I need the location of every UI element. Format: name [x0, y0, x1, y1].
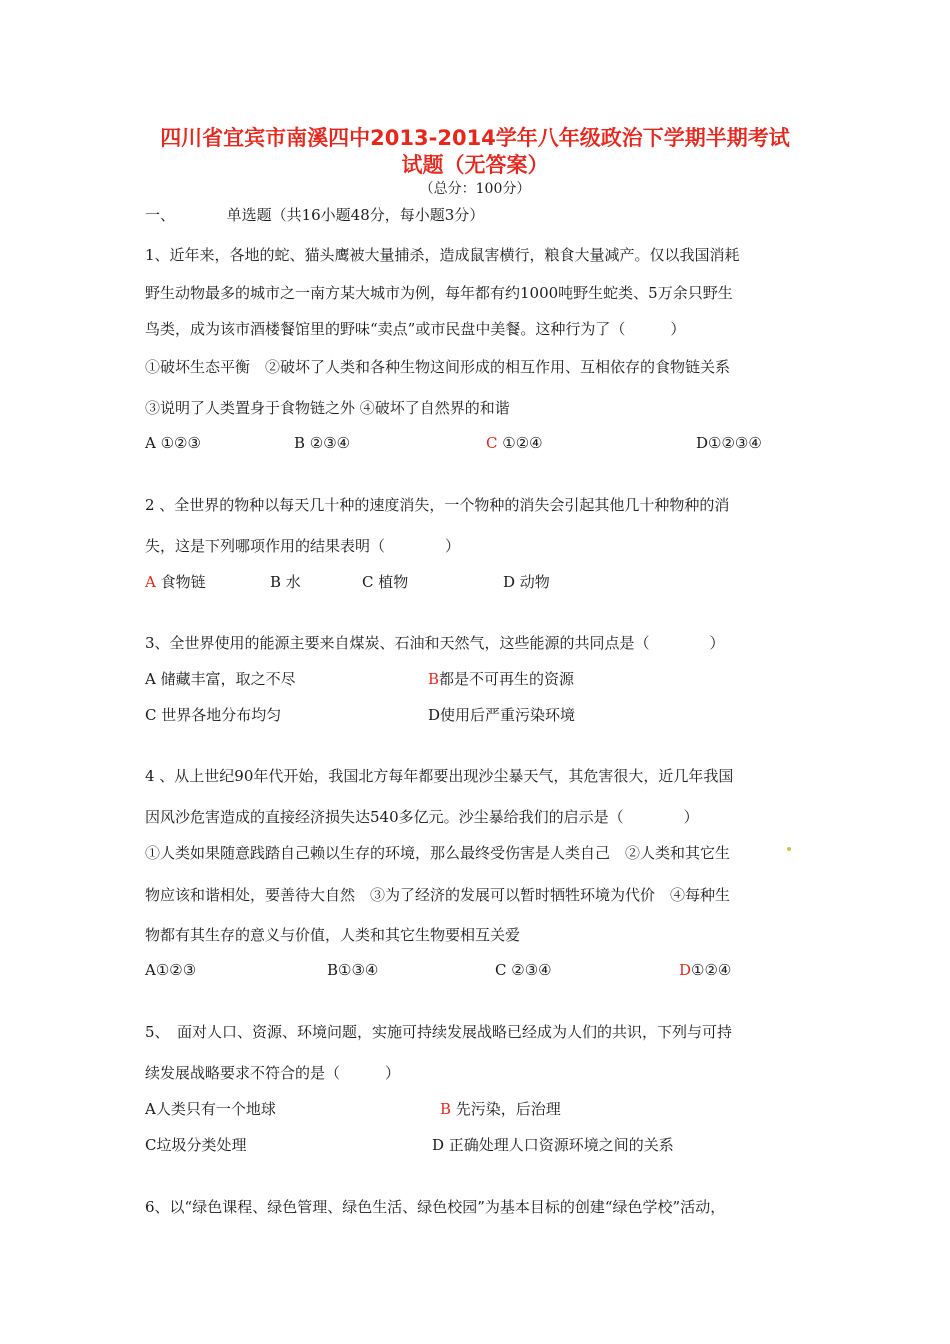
q3-option-b-letter: B — [428, 670, 440, 688]
q2-option-d: D 动物 — [503, 573, 550, 591]
section-label: 单选题（共16小题48分，每小题3分） — [226, 206, 485, 224]
q4-line: 物都有其生存的意义与价值，人类和其它生物要相互关爱 — [145, 926, 521, 944]
q5-line: 续发展战略要求不符合的是（ ） — [145, 1064, 401, 1082]
q2-option-a-letter: A — [145, 573, 156, 591]
ink-speck — [787, 847, 791, 851]
q2-option-b: B 水 — [270, 573, 301, 591]
q6-line: 6、以“绿色课程、绿色管理、绿色生活、绿色校园”为基本目标的创建“绿色学校”活动， — [145, 1198, 726, 1216]
q5-option-a: A人类只有一个地球 — [145, 1100, 276, 1118]
section-heading — [145, 204, 484, 225]
q1-option-d: D①②③④ — [696, 434, 762, 452]
q3-option-c: C 世界各地分布均匀 — [145, 706, 282, 724]
q5-option-b-letter: B — [440, 1100, 452, 1118]
q3-line: 3、全世界使用的能源主要来自煤炭、石油和天然气，这些能源的共同点是（ ） — [145, 634, 725, 652]
q1-line: 鸟类，成为该市酒楼餐馆里的野味“卖点”或市民盘中美餐。这种行为了（ ） — [145, 320, 686, 338]
q2-line: 2 、全世界的物种以每天几十种的速度消失，一个物种的消失会引起其他几十种物种的消 — [145, 496, 730, 514]
q1-line: 1、近年来，各地的蛇、猫头鹰被大量捕杀，造成鼠害横行，粮食大量减产。仅以我国消耗 — [145, 246, 740, 264]
q1-option-c-letter: C — [486, 434, 498, 452]
q4-line: 物应该和谐相处，要善待大自然 ③为了经济的发展可以暂时牺牲环境为代价 ④每种生 — [145, 886, 731, 904]
q2-option-a — [145, 571, 206, 592]
q4-line: 因风沙危害造成的直接经济损失达540多亿元。沙尘暴给我们的启示是（ ） — [145, 808, 699, 826]
q5-option-c: C垃圾分类处理 — [145, 1136, 247, 1154]
q5-option-b — [440, 1098, 561, 1119]
exam-title-line2: 试题（无答案） — [401, 153, 549, 177]
q4-option-d-text: ①②④ — [691, 961, 732, 979]
exam-title-line1: 四川省宜宾市南溪四中2013-2014学年八年级政治下学期半期考试 — [160, 126, 790, 150]
q1-line: 野生动物最多的城市之一南方某大城市为例，每年都有约1000吨野生蛇类、5万余只野生 — [145, 284, 733, 302]
q5-option-b-text: 先污染，后治理 — [451, 1100, 561, 1118]
q3-option-a: A 储藏丰富，取之不尽 — [145, 670, 296, 688]
q3-option-b-text: 都是不可再生的资源 — [439, 670, 575, 688]
q2-option-a-text: 食物链 — [155, 573, 206, 591]
q1-option-c-text: ①②④ — [497, 434, 543, 452]
q3-option-d: D使用后严重污染环境 — [428, 706, 576, 724]
q4-option-d-letter: D — [679, 961, 692, 979]
q4-option-b: B①③④ — [327, 961, 379, 979]
q4-option-a: A①②③ — [145, 961, 197, 979]
q3-option-b — [428, 668, 574, 689]
q1-option-b: B ②③④ — [294, 434, 351, 452]
total-score: （总分：100分） — [419, 181, 531, 197]
q2-option-c: C 植物 — [362, 573, 409, 591]
q5-option-d: D 正确处理人口资源环境之间的关系 — [432, 1136, 674, 1154]
q1-option-a: A ①②③ — [145, 434, 201, 452]
q4-line: ①人类如果随意践踏自己赖以生存的环境，那么最终受伤害是人类自己 ②人类和其它生 — [145, 844, 731, 862]
q4-option-d — [679, 961, 731, 979]
q1-option-c — [486, 434, 543, 452]
q2-line: 失，这是下列哪项作用的结果表明（ ） — [145, 537, 461, 555]
q4-option-c: C ②③④ — [495, 961, 552, 979]
q4-line: 4 、从上世纪90年代开始，我国北方每年都要出现沙尘暴天气，其危害很大，近几年我国 — [145, 767, 734, 785]
q1-line: ③说明了人类置身于食物链之外 ④破坏了自然界的和谐 — [145, 399, 510, 417]
q5-line: 5、 面对人口、资源、环境问题，实施可持续发展战略已经成为人们的共识，下列与可持 — [145, 1023, 733, 1041]
section-number: 一、 — [145, 206, 176, 224]
q1-line: ①破坏生态平衡 ②破坏了人类和各种生物这间形成的相互作用、互相依存的食物链关系 — [145, 358, 731, 376]
